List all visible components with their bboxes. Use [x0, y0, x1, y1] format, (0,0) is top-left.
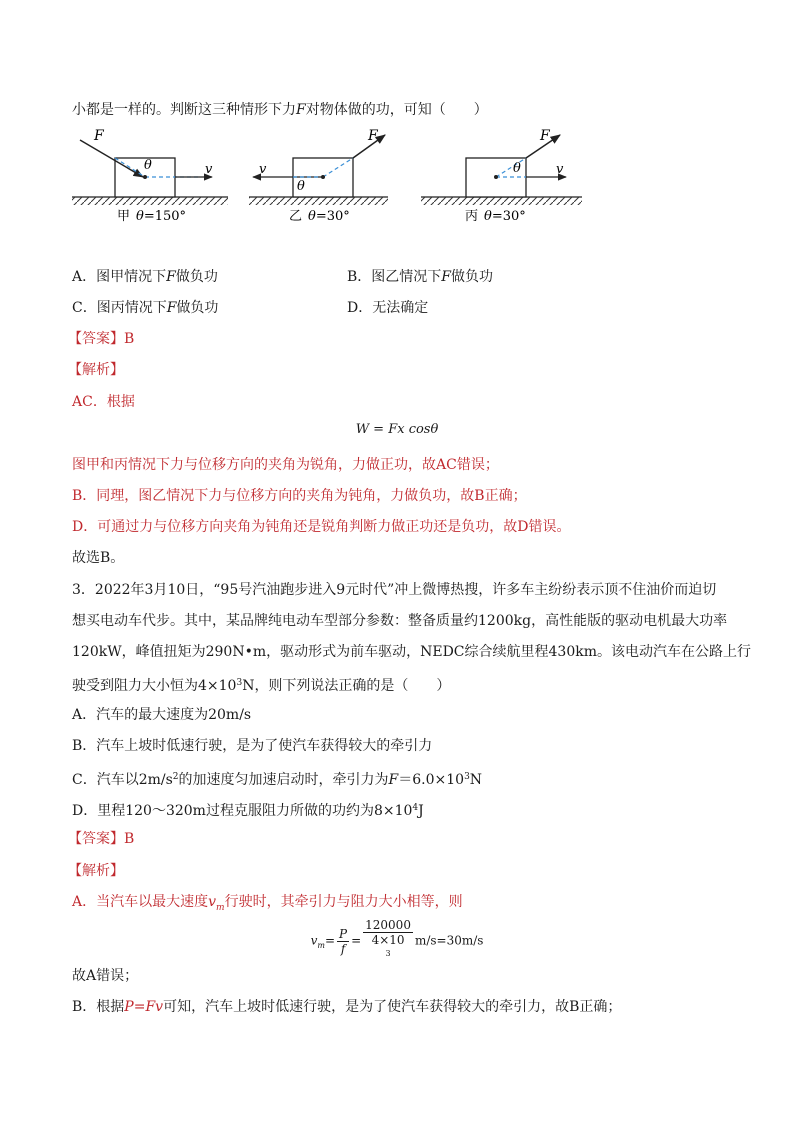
velocity-label: v — [556, 162, 564, 177]
figure-yi — [249, 128, 388, 224]
option-b: B．图乙情况下F做负功 — [347, 269, 494, 285]
force-label: F — [368, 128, 378, 144]
conclusion: 故选B。 — [72, 550, 125, 566]
q3-stem-line: 120kW，峰值扭矩为290N•m，驱动形式为前车驱动，NEDC综合续航里程430km。该电动汽车在公路上行 — [72, 644, 751, 660]
q3-formula: $v_m=$ $\frac{P}{f}$ = 120000 4×10 $^3$ m/s=30m/s — [310, 918, 484, 958]
force-diagrams — [0, 125, 794, 225]
q3-conclusion-a: 故A错误； — [72, 968, 139, 984]
angle-label: θ — [513, 161, 521, 176]
force-label: F — [540, 128, 550, 144]
formula: W = Fx cosθ — [355, 422, 439, 437]
q3-option-d: D．里程120～320m过程克服阻力所做的功约为$8\times 10^4J$ — [72, 803, 424, 819]
angle-label: θ — [144, 158, 152, 173]
caption-bing: 丙 θ=30° — [465, 209, 526, 224]
q3-analysis-label: 【解析】 — [68, 863, 124, 879]
velocity-label: v — [259, 162, 267, 177]
q3-stem-line: 想买电动车代步。其中，某品牌纯电动车型部分参数：整备质量约1200kg，高性能版的驱动电机最大功率 — [72, 613, 728, 629]
q3-analysis-line: B．根据P=Fv可知，汽车上坡时低速行驶，是为了使汽车获得较大的牵引力，故B正确； — [72, 999, 622, 1015]
caption-jia: 甲 θ=150° — [117, 209, 187, 224]
q3-stem-line: 驶受到阻力大小恒为$4\times 10^3N$，则下列说法正确的是（ ） — [72, 678, 451, 694]
option-a: A．图甲情况下F做负功 — [72, 269, 218, 285]
analysis-line: D．可通过力与位移方向夹角为钝角还是锐角判断力做正功还是负功，故D错误。 — [72, 519, 571, 535]
caption-yi: 乙 θ=30° — [289, 209, 350, 224]
analysis-line: B．同理，图乙情况下力与位移方向的夹角为钝角，力做负功，故B正确； — [72, 488, 527, 504]
question-stem-end: 小都是一样的。判断这三种情形下力F对物体做的功，可知（ ） — [72, 102, 488, 118]
analysis-line: 图甲和丙情况下力与位移方向的夹角为锐角，力做正功，故AC错误； — [72, 457, 499, 473]
analysis-label: 【解析】 — [68, 362, 124, 378]
analysis-line: AC．根据 — [72, 394, 135, 410]
option-c: C．图丙情况下F做负功 — [72, 300, 219, 316]
velocity-label: v — [205, 162, 213, 177]
figure-bing — [421, 128, 582, 224]
angle-label: θ — [297, 179, 305, 194]
q3-option-a: A．汽车的最大速度为20m/s — [72, 707, 252, 723]
q3-option-c: C．汽车以$2m/s^2$的加速度匀加速启动时，牵引力为$F=6.0\times 10^3N$ — [72, 772, 483, 788]
answer: 【答案】B — [68, 331, 135, 347]
q3-analysis-line: A．当汽车以最大速度$v_m$行驶时，其牵引力与阻力大小相等，则 — [72, 894, 463, 913]
figure-jia — [72, 128, 228, 224]
q3-answer: 【答案】B — [68, 831, 135, 847]
force-label: F — [94, 128, 104, 144]
q3-stem-line: 3．2022年3月10日，“95号汽油跑步进入9元时代”冲上微博热搜，许多车主纷纷表示顶不住油价而迫切 — [72, 582, 717, 598]
q3-option-b: B．汽车上坡时低速行驶，是为了使汽车获得较大的牵引力 — [72, 738, 433, 754]
option-d: D．无法确定 — [347, 300, 429, 316]
